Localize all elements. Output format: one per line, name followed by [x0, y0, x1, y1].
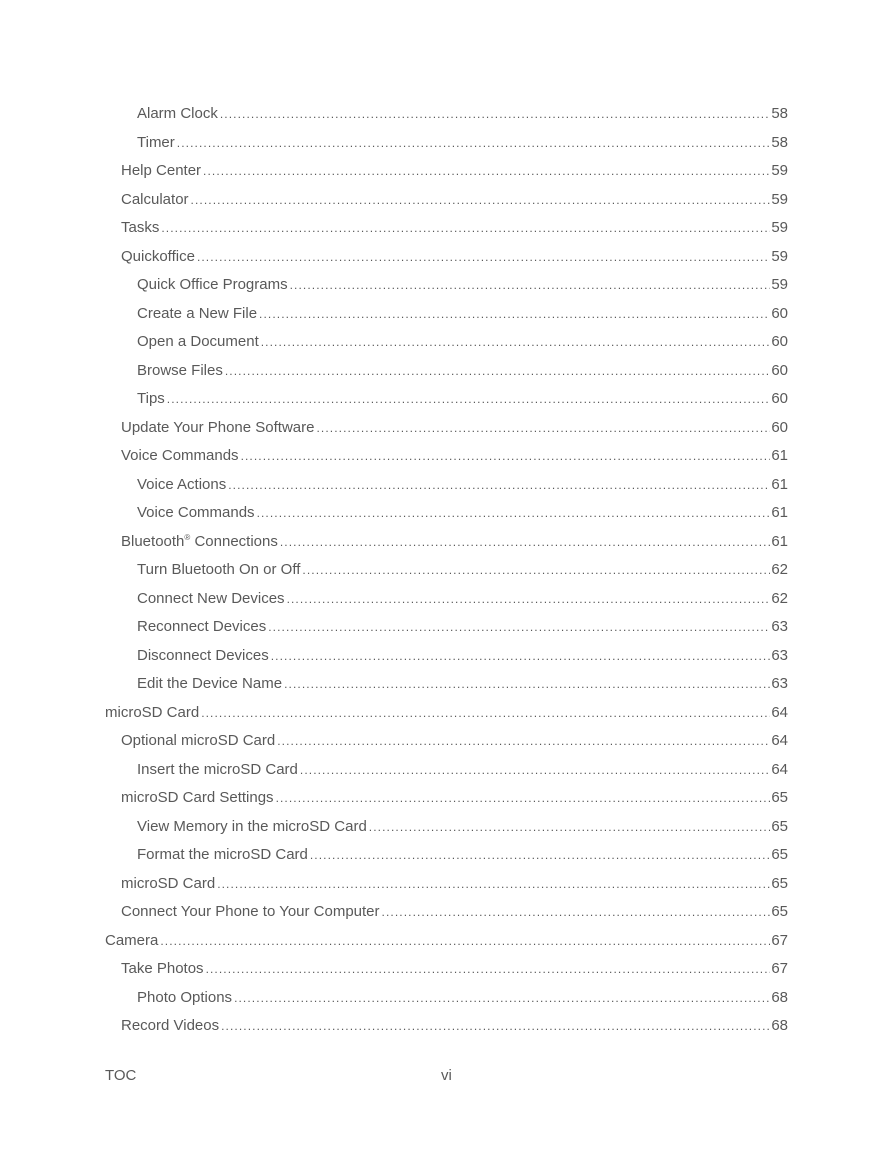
toc-entry-title	[137, 984, 234, 1013]
toc-entry-title-text: microSD Card	[121, 874, 216, 892]
toc-entry[interactable]	[105, 214, 788, 243]
dot-leader	[300, 756, 770, 785]
toc-entry-page-number: 60	[771, 361, 788, 379]
toc-entry-title	[121, 157, 203, 186]
toc-entry-page-number: 59	[771, 162, 788, 179]
toc-entry-title	[121, 243, 197, 272]
toc-entry-title	[105, 699, 201, 728]
toc-entry-title	[105, 927, 160, 956]
toc-entry-title	[137, 841, 310, 870]
toc-entry[interactable]	[105, 699, 788, 728]
toc-entry-page-number: 62	[771, 561, 788, 578]
toc-entry[interactable]	[105, 898, 788, 927]
toc-entry-page-number: 63	[771, 618, 788, 635]
toc-entry-title	[121, 186, 191, 215]
toc-entry-title	[137, 471, 228, 500]
toc-entry-title	[121, 528, 280, 557]
dot-leader	[369, 813, 771, 842]
dot-leader	[316, 414, 770, 443]
dot-leader	[160, 927, 770, 956]
toc-entry[interactable]	[105, 100, 788, 129]
toc-entry-title	[121, 727, 277, 756]
toc-entry-title	[121, 870, 217, 899]
toc-entry[interactable]	[105, 414, 788, 443]
toc-entry-title	[121, 898, 382, 927]
registered-mark: ®	[184, 532, 191, 542]
toc-entry[interactable]	[105, 442, 788, 471]
toc-entry-title-text: microSD Card	[105, 703, 200, 721]
toc-entry-title-text: Optional microSD Card	[121, 732, 276, 749]
toc-entry-title-text: Record Videos	[121, 1017, 220, 1034]
toc-entry-title-text: Tasks	[121, 219, 160, 236]
toc-entry-title-text: Reconnect Devices	[137, 618, 267, 635]
toc-entry-title-text: Quick Office Programs	[137, 276, 288, 293]
toc-entry[interactable]	[105, 727, 788, 756]
toc-entry-title	[137, 271, 290, 300]
toc-entry-page-number: 61	[771, 532, 788, 550]
toc-entry-title-text: Connect New Devices	[137, 589, 285, 607]
toc-entry-title	[137, 813, 369, 842]
toc-entry-page-number: 65	[771, 903, 788, 920]
toc-entry-title-text: View Memory in the microSD Card	[137, 817, 367, 835]
toc-entry[interactable]	[105, 157, 788, 186]
dot-leader	[191, 186, 771, 215]
toc-entry-title-text: Insert the microSD Card	[137, 760, 298, 778]
toc-entry[interactable]	[105, 670, 788, 699]
toc-entry[interactable]	[105, 585, 788, 614]
toc-entry-title-text: Create a New File	[137, 304, 258, 322]
dot-leader	[197, 243, 770, 272]
toc-entry-title-text: Calculator	[121, 190, 189, 208]
toc-entry-page-number: 68	[771, 1017, 788, 1034]
toc-entry[interactable]	[105, 870, 788, 899]
toc-entry[interactable]	[105, 129, 788, 158]
toc-entry-page-number: 60	[771, 390, 788, 407]
toc-entry-page-number: 62	[771, 589, 788, 607]
toc-entry-page-number: 60	[771, 333, 788, 350]
toc-entry-title-text: Disconnect Devices	[137, 646, 269, 664]
toc-entry-title-text: Quickoffice	[121, 247, 195, 265]
toc-entry-page-number: 59	[771, 247, 788, 265]
toc-entry[interactable]	[105, 756, 788, 785]
toc-entry-title-text: Format the microSD Card	[137, 846, 308, 863]
toc-entry-page-number: 65	[771, 874, 788, 892]
dot-leader	[280, 528, 770, 557]
toc-entry[interactable]	[105, 556, 788, 585]
toc-entry-page-number: 60	[771, 304, 788, 322]
toc-entry[interactable]	[105, 841, 788, 870]
toc-entry-page-number: 61	[771, 475, 788, 493]
toc-entry-title	[137, 357, 225, 386]
toc-entry-page-number: 59	[771, 276, 788, 293]
dot-leader	[277, 727, 770, 756]
dot-leader	[203, 157, 770, 186]
dot-leader	[225, 357, 770, 386]
toc-entry-title-text: Voice Actions	[137, 475, 227, 493]
toc-entry[interactable]	[105, 1012, 788, 1041]
toc-entry-page-number: 61	[771, 504, 788, 521]
dot-leader	[217, 870, 770, 899]
dot-leader	[177, 129, 771, 158]
dot-leader	[276, 784, 771, 813]
footer-page-number: vi	[441, 1067, 452, 1084]
toc-entry-title-text: Bluetooth	[121, 532, 185, 550]
toc-entry-page-number: 65	[771, 846, 788, 863]
toc-entry[interactable]	[105, 271, 788, 300]
dot-leader	[290, 271, 771, 300]
toc-entry-title-text: Photo Options	[137, 988, 233, 1006]
dot-leader	[310, 841, 770, 870]
toc-entry-title-text: Open a Document	[137, 333, 259, 350]
dot-leader	[382, 898, 771, 927]
toc-entry-title-text: Voice Commands	[137, 504, 255, 521]
toc-entry-title-text: Camera	[105, 931, 159, 949]
toc-entry-title	[137, 585, 287, 614]
toc-entry-page-number: 58	[771, 133, 788, 151]
dot-leader	[261, 328, 771, 357]
toc-entry-page-number: 63	[771, 646, 788, 664]
dot-leader	[302, 556, 770, 585]
dot-leader	[271, 642, 771, 671]
toc-entry-title-text: microSD Card Settings	[121, 789, 274, 806]
toc-entry-title-text: Voice Commands	[121, 447, 239, 464]
toc-entry-title-text: Alarm Clock	[137, 105, 218, 122]
toc-entry[interactable]	[105, 813, 788, 842]
dot-leader	[268, 613, 770, 642]
toc-entry-page-number: 65	[771, 817, 788, 835]
table-of-contents	[105, 100, 788, 1041]
toc-entry-title	[137, 613, 268, 642]
toc-entry-page-number: 67	[771, 960, 788, 977]
toc-entry[interactable]	[105, 955, 788, 984]
toc-entry-page-number: 65	[771, 789, 788, 806]
toc-entry[interactable]	[105, 471, 788, 500]
toc-entry-title	[137, 100, 220, 129]
toc-entry[interactable]	[105, 642, 788, 671]
toc-entry[interactable]	[105, 357, 788, 386]
toc-entry[interactable]	[105, 186, 788, 215]
toc-entry-title	[121, 214, 161, 243]
toc-entry-title	[137, 129, 177, 158]
toc-entry-page-number: 59	[771, 190, 788, 208]
toc-entry-title	[137, 556, 302, 585]
toc-entry-title-text: Turn Bluetooth On or Off	[137, 561, 301, 578]
dot-leader	[287, 585, 771, 614]
footer-section-label: TOC	[105, 1067, 137, 1084]
toc-entry-page-number: 60	[771, 418, 788, 436]
dot-leader	[259, 300, 770, 329]
toc-entry-title	[137, 499, 257, 528]
toc-entry-title-text: Update Your Phone Software	[121, 418, 315, 436]
toc-entry-title-text: Connect Your Phone to Your Computer	[121, 903, 380, 920]
toc-entry-page-number: 58	[771, 105, 788, 122]
dot-leader	[241, 442, 771, 471]
toc-entry-title	[137, 300, 259, 329]
dot-leader	[284, 670, 770, 699]
toc-entry-title-text: Edit the Device Name	[137, 675, 283, 692]
toc-entry-title	[137, 385, 167, 414]
toc-entry[interactable]	[105, 613, 788, 642]
toc-entry-title	[137, 642, 271, 671]
toc-entry-title-suffix: Connections	[190, 532, 278, 550]
dot-leader	[201, 699, 770, 728]
toc-entry-title-text: Tips	[137, 390, 165, 407]
toc-entry[interactable]	[105, 243, 788, 272]
toc-entry[interactable]	[105, 328, 788, 357]
dot-leader	[206, 955, 771, 984]
toc-entry-page-number: 67	[771, 931, 788, 949]
dot-leader	[228, 471, 770, 500]
toc-entry-page-number: 64	[771, 703, 788, 721]
toc-entry-title	[121, 442, 241, 471]
dot-leader	[161, 214, 770, 243]
toc-entry-page-number: 64	[771, 760, 788, 778]
toc-entry-page-number: 63	[771, 675, 788, 692]
toc-entry-title-text: Timer	[137, 133, 175, 151]
toc-entry[interactable]	[105, 927, 788, 956]
toc-entry-title	[121, 1012, 221, 1041]
toc-entry-title	[137, 670, 284, 699]
dot-leader	[234, 984, 770, 1013]
toc-entry[interactable]	[105, 528, 788, 557]
toc-entry-title	[121, 414, 316, 443]
toc-entry-title	[137, 328, 261, 357]
dot-leader	[221, 1012, 770, 1041]
toc-entry-title-text: Help Center	[121, 162, 202, 179]
toc-entry[interactable]	[105, 499, 788, 528]
toc-entry-title-text: Browse Files	[137, 361, 223, 379]
toc-entry[interactable]	[105, 300, 788, 329]
toc-entry-title-text: Take Photos	[121, 960, 204, 977]
dot-leader	[257, 499, 771, 528]
toc-entry[interactable]	[105, 984, 788, 1013]
toc-entry-title	[121, 955, 206, 984]
dot-leader	[220, 100, 770, 129]
toc-entry-page-number: 68	[771, 988, 788, 1006]
toc-entry-title	[121, 784, 276, 813]
dot-leader	[167, 385, 771, 414]
toc-entry[interactable]	[105, 385, 788, 414]
toc-entry-page-number: 64	[771, 732, 788, 749]
toc-entry-title	[137, 756, 300, 785]
toc-entry-page-number: 59	[771, 219, 788, 236]
toc-entry[interactable]	[105, 784, 788, 813]
toc-entry-page-number: 61	[771, 447, 788, 464]
